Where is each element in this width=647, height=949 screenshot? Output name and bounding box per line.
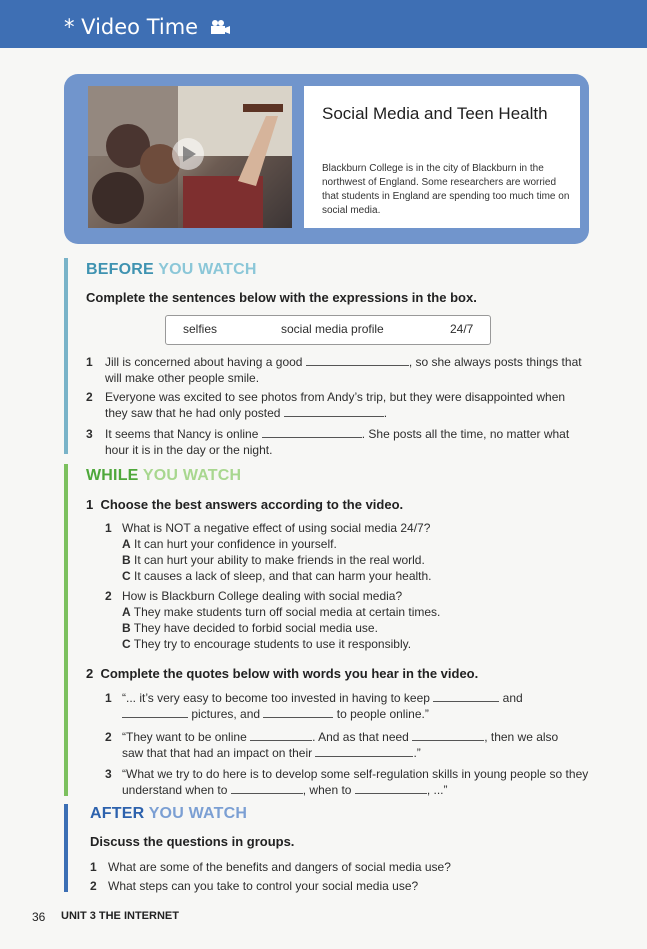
page-number: 36 — [32, 910, 46, 924]
video-camera-icon — [209, 19, 231, 35]
video-description: Blackburn College is in the city of Blackburn in the northwest of England. Some researchers are worried that students in England are spending too much time on social media. — [322, 163, 570, 216]
answer-blank[interactable] — [284, 406, 384, 417]
answer-blank[interactable] — [433, 691, 499, 702]
item-number: 2 — [105, 589, 112, 603]
question: What is NOT a negative effect of using social media 24/7? — [122, 521, 431, 535]
after-instruction: Discuss the questions in groups. — [90, 834, 295, 849]
answer-blank[interactable] — [263, 707, 333, 718]
answer-blank[interactable] — [355, 783, 427, 794]
video-title: Social Media and Teen Health — [322, 104, 548, 123]
before-section-bar — [64, 258, 68, 454]
video-thumbnail[interactable] — [88, 86, 292, 228]
discussion-question: What are some of the benefits and dangers of social media use? — [108, 860, 451, 874]
item-number: 1 — [105, 521, 112, 535]
option-list: A It can hurt your confidence in yourself. B It can hurt your ability to make friends in the real world. C It causes a lack of sleep, and that can harm your health. — [122, 537, 432, 583]
video-scene-illustration — [88, 86, 292, 228]
discussion-question: What steps can you take to control your social media use? — [108, 879, 419, 893]
after-heading: AFTER YOU WATCH — [90, 805, 248, 822]
question: How is Blackburn College dealing with social media? — [122, 589, 403, 603]
option-list: A They make students turn off social media at certain times. B They have decided to forbid social media use. C They try to encourage students to use it responsibly. — [122, 605, 441, 651]
quote-item: “They want to be online . And as that need , then we also saw that that had an impact on their .” — [122, 730, 559, 760]
list-item: It seems that Nancy is online . She posts all the time, no matter what hour it is in the day or the night. — [105, 427, 570, 457]
answer-blank[interactable] — [231, 783, 303, 794]
quote-item: “... it’s very easy to become too invested in having to keep and pictures, and to people online.” — [122, 691, 523, 721]
item-number: 2 — [105, 730, 112, 744]
part-1-instruction: 1 Choose the best answers according to the video. — [86, 497, 404, 512]
answer-blank[interactable] — [306, 355, 409, 366]
unit-label: UNIT 3 THE INTERNET — [61, 910, 179, 922]
word-box-item: social media profile — [281, 322, 384, 336]
list-item: Jill is concerned about having a good , so she always posts things that will make other people smile. — [105, 355, 582, 385]
item-number: 1 — [105, 691, 112, 705]
item-number: 3 — [105, 767, 112, 781]
answer-blank[interactable] — [250, 730, 312, 741]
list-item: Everyone was excited to see photos from Andy’s trip, but they were disappointed when they saw that he had only posted . — [105, 390, 566, 420]
while-section-bar — [64, 464, 68, 796]
after-section-bar — [64, 804, 68, 892]
before-instruction: Complete the sentences below with the expressions in the box. — [86, 290, 477, 305]
part-2-instruction: 2 Complete the quotes below with words you hear in the video. — [86, 666, 479, 681]
word-box-item: 24/7 — [450, 322, 474, 336]
item-number: 1 — [90, 860, 97, 874]
answer-blank[interactable] — [122, 707, 188, 718]
item-number: 1 — [86, 355, 93, 369]
page-title — [64, 15, 231, 39]
while-heading: WHILE YOU WATCH — [86, 467, 242, 484]
item-number: 2 — [90, 879, 97, 893]
quote-item: “What we try to do here is to develop some self-regulation skills in young people so they understand when to , when to , ...” — [122, 767, 589, 797]
answer-blank[interactable] — [412, 730, 484, 741]
before-heading: BEFORE YOU WATCH — [86, 261, 257, 278]
page-title-text: * Video Time — [64, 15, 199, 39]
answer-blank[interactable] — [262, 427, 362, 438]
answer-blank[interactable] — [315, 746, 413, 757]
word-box-item: selfies — [183, 322, 218, 336]
item-number: 2 — [86, 390, 93, 404]
item-number: 3 — [86, 427, 93, 441]
